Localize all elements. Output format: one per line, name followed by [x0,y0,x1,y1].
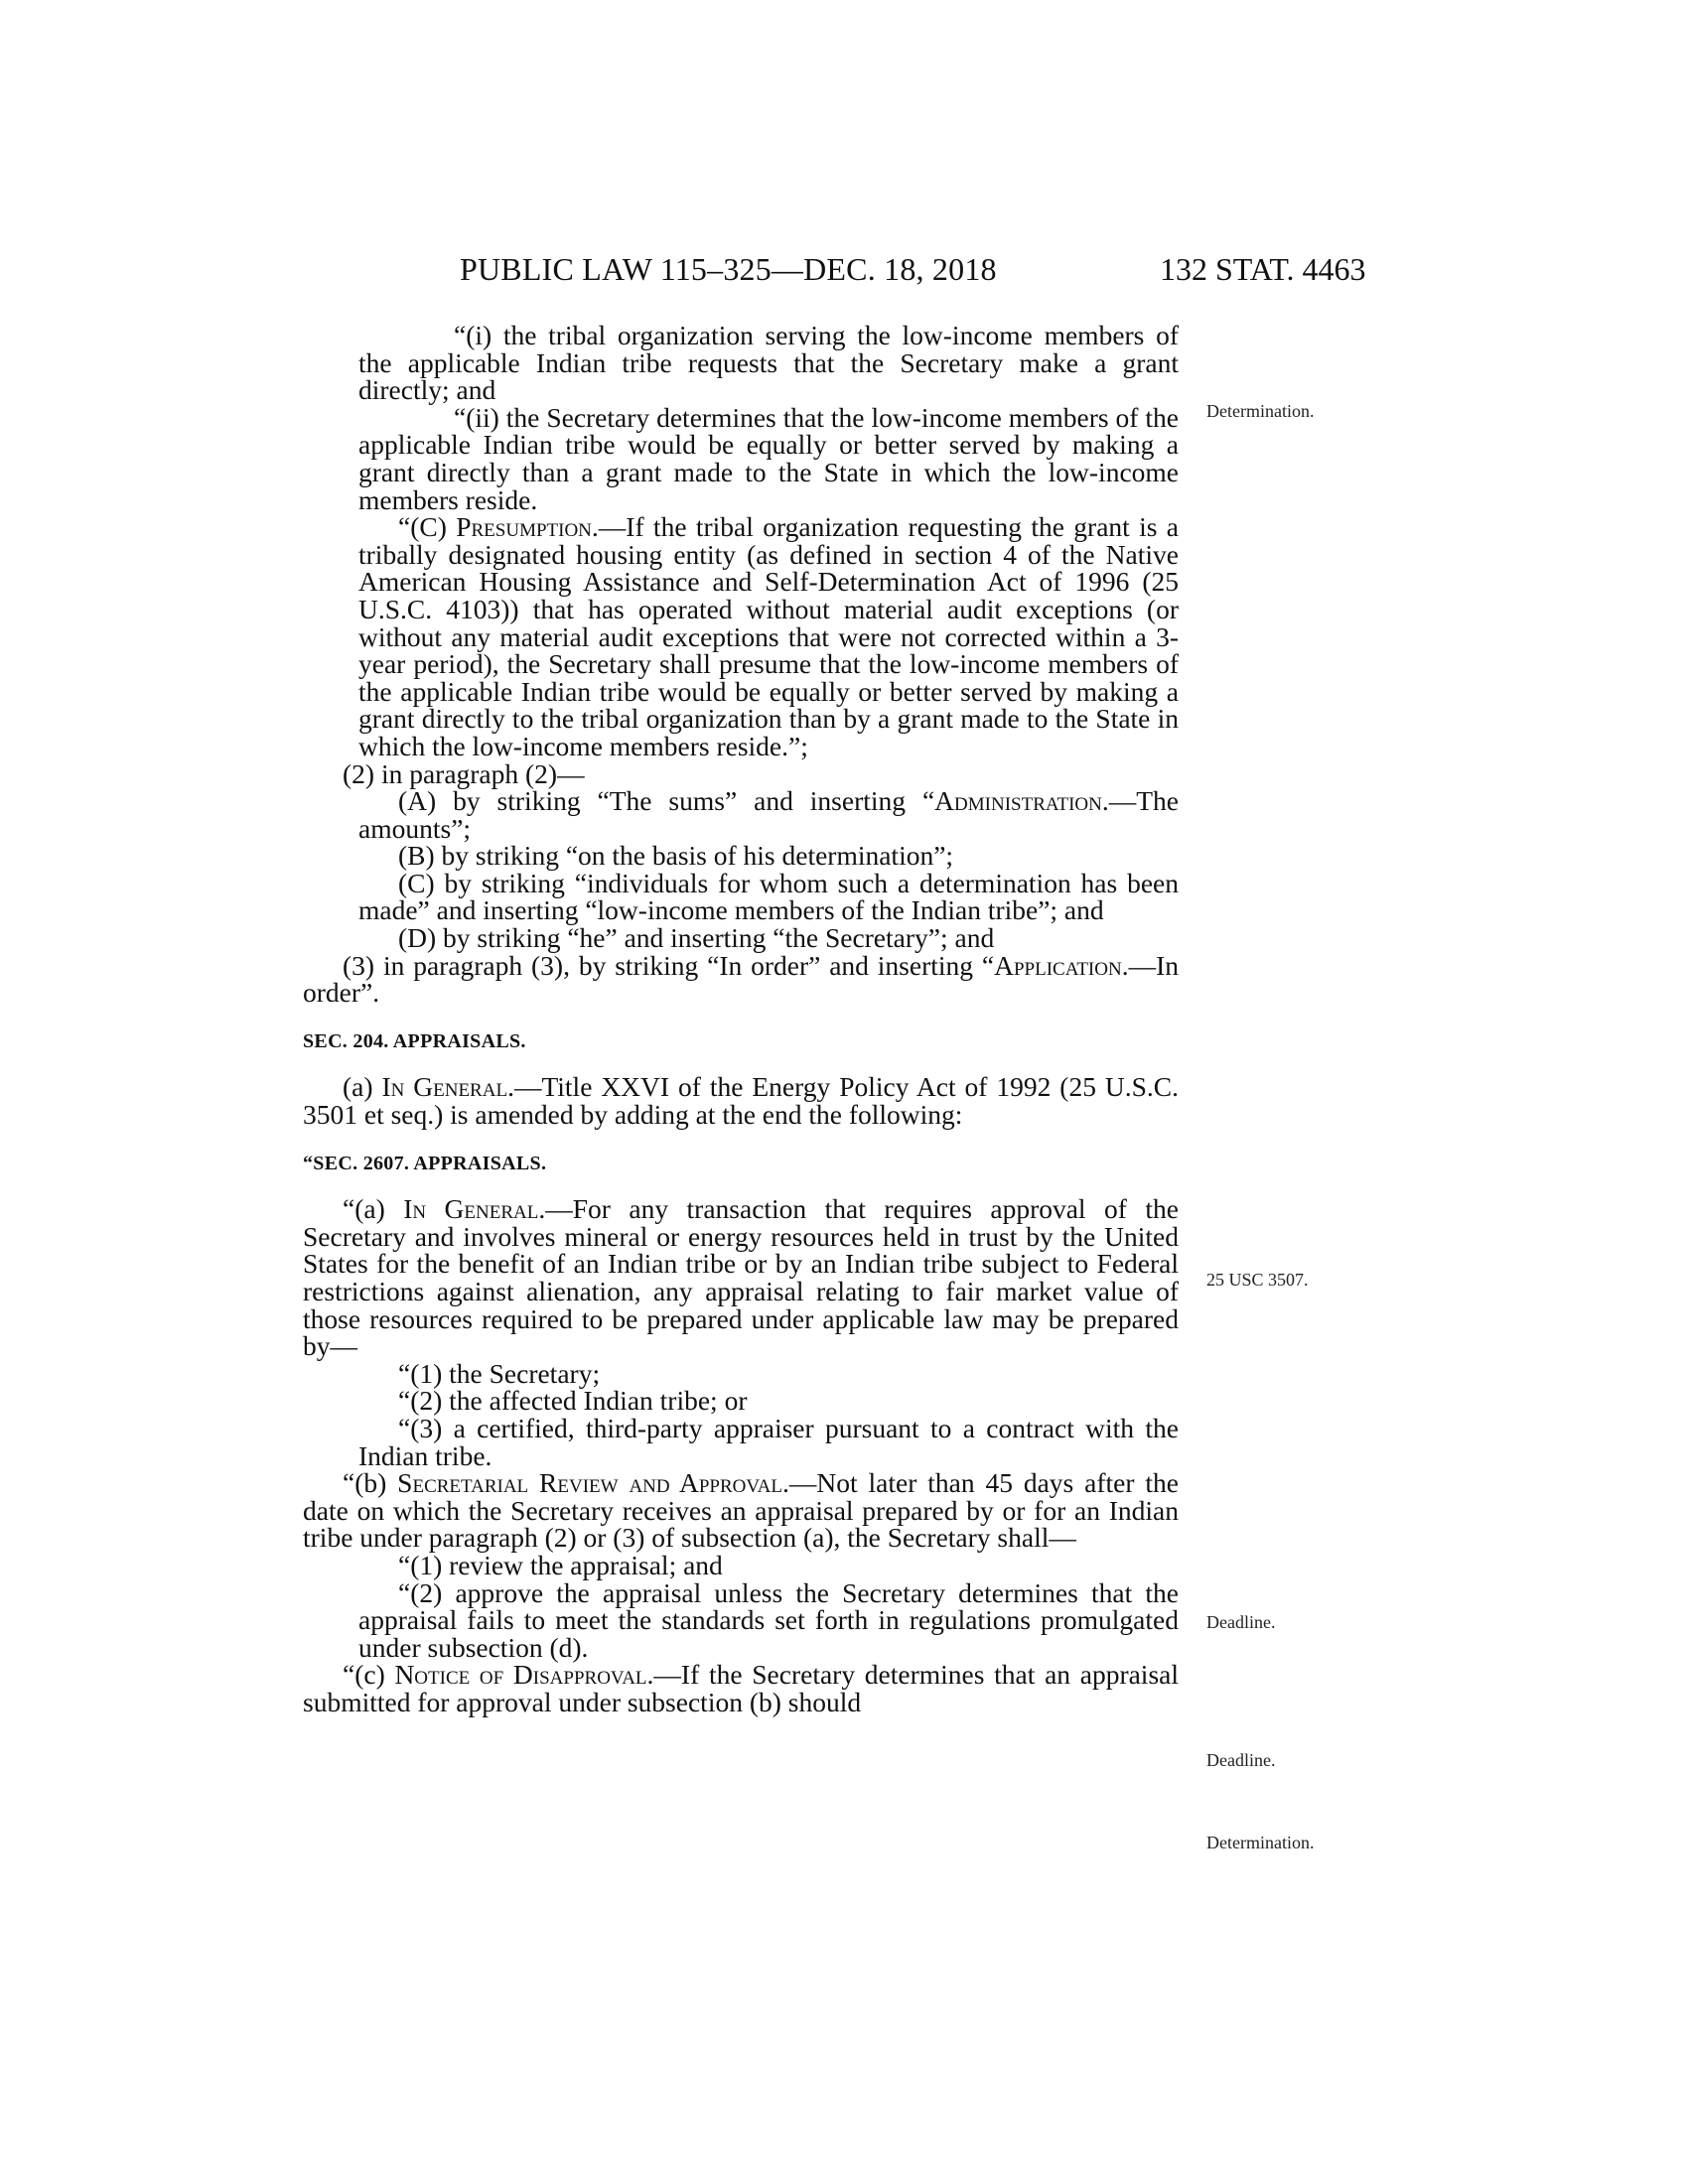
running-header-title: PUBLIC LAW 115–325—DEC. 18, 2018 [460,251,997,287]
margin-note-determination: Determination. [1206,401,1315,421]
paragraph-3: (3) in paragraph (3), by striking “In order” and inserting “Application.—In order”. [303,949,1179,1009]
section-heading-204: SEC. 204. APPRAISALS. [303,1029,526,1052]
paragraph-2: (2) in paragraph (2)— [343,757,585,789]
section-heading-2607: “SEC. 2607. APPRAISALS. [303,1152,547,1174]
margin-note-usc-citation: 25 USC 3507. [1206,1270,1309,1290]
subparagraph-b: (B) by striking “on the basis of his determination”; [398,840,954,872]
subparagraph-c: (C) by striking “individuals for whom such a determination has been made” and inserting “low-income members of the Indian tribe”; and [358,867,1179,926]
clause-ii: “(ii) the Secretary determines that the low-income members of the applicable Indian tribe would be equally or better served by making a grant directly than a grant made to the State in which the low-income members reside. [358,401,1179,515]
document-body [303,322,1179,1716]
paragraph-1-secretary: “(1) the Secretary; [398,1357,601,1389]
subparagraph-d: (D) by striking “he” and inserting “the Secretary”; and [398,922,995,954]
paragraph-3-appraiser: “(3) a certified, third-party appraiser pursuant to a contract with the Indian tribe. [358,1412,1179,1471]
subsection-b-review: “(b) Secretarial Review and Approval.—Not later than 45 days after the date on which the Secretary receives an appraisal prepared by or for an Indian tribe under paragraph (2) or (3) of subsection (a), the Secretary shall— [303,1467,1179,1554]
clause-i: “(i) the tribal organization serving the low-income members of the applicable Indian tribe requests that the Secretary make a grant directly; and [358,320,1179,406]
subsection-c-notice: “(c) Notice of Disapproval.—If the Secretary determines that an appraisal submitted for approval under subsection (b) should [303,1659,1179,1717]
margin-note-deadline: Deadline. [1206,1612,1276,1632]
paragraph-1-review: “(1) review the appraisal; and [398,1549,723,1580]
subsection-a-in-general-2607: “(a) In General.—For any transaction that requires approval of the Secretary and involves mineral or energy resources held in trust by the United States for the benefit of an Indian tribe or by an Indian tribe subject to Federal restrictions against alienation, any appraisal relating to fair market value of those resources required to be prepared under applicable law may be prepared by— [303,1193,1179,1362]
subparagraph-a: (A) by striking “The sums” and inserting “Administration.—The amounts”; [358,785,1179,844]
running-header-page-number: 132 STAT. 4463 [1160,251,1366,287]
margin-note-deadline: Deadline. [1206,1750,1276,1770]
margin-note-determination: Determination. [1206,1833,1315,1852]
subsection-a-in-general: (a) In General.—Title XXVI of the Energy Policy Act of 1992 (25 U.S.C. 3501 et seq.) is amended by adding at the end the following: [303,1071,1179,1131]
subparagraph-c-presumption: “(C) Presumption.—If the tribal organization requesting the grant is a tribally designated housing entity (as defined in section 4 of the Native American Housing Assistance and Self-Determination Act of 1996 (25 U.S.C. 4103)) that has operated without material audit exceptions (or without any material audit exceptions that were not corrected within a 3-year period), the Secretary shall presume that the low-income members of the applicable Indian tribe would be equally or better served by making a grant directly to the tribal organization than by a grant made to the State in which the low-income members reside.”; [358,511,1179,761]
paragraph-2-tribe: “(2) the affected Indian tribe; or [398,1385,748,1417]
paragraph-2-approve: “(2) approve the appraisal unless the Secretary determines that the appraisal fails to meet the standards set forth in regulations promulgated under subsection (d). [358,1576,1179,1663]
